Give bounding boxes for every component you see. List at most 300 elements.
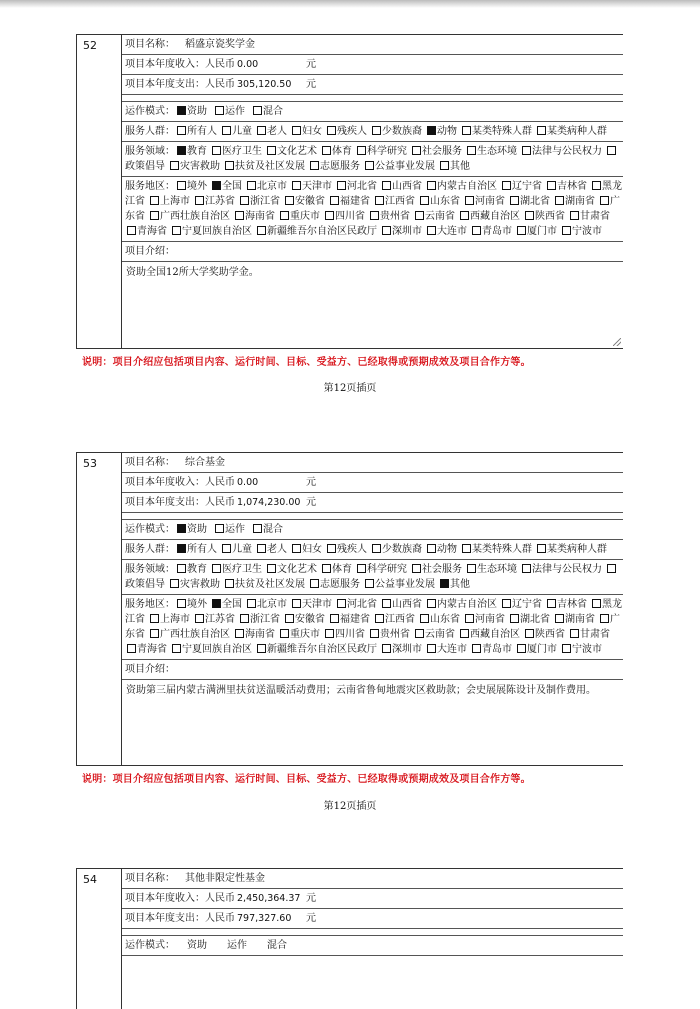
service-region-option[interactable] — [245, 181, 287, 192]
checkbox-icon[interactable] — [600, 196, 609, 205]
checkbox-icon[interactable] — [467, 564, 476, 573]
mode-option[interactable] — [175, 106, 207, 117]
checkbox-icon[interactable] — [465, 196, 474, 205]
checkbox-icon[interactable] — [600, 614, 609, 623]
service-region-option[interactable] — [283, 196, 325, 207]
checkbox-icon[interactable] — [177, 146, 186, 155]
service-field-option-label: 志愿服务 — [320, 161, 360, 172]
income-label: 项目本年度收入：人民币 — [125, 893, 235, 904]
service-region-option[interactable] — [323, 211, 365, 222]
project-name-label: 项目名称： — [125, 457, 175, 468]
checkbox-icon[interactable] — [212, 146, 221, 155]
service-region-option[interactable] — [148, 614, 190, 625]
service-field-option[interactable] — [520, 564, 602, 575]
checkbox-icon[interactable] — [537, 126, 546, 135]
service-field-option-label: 扶贫及社区发展 — [235, 579, 305, 590]
checkbox-icon[interactable] — [285, 614, 294, 623]
checkbox-icon[interactable] — [195, 614, 204, 623]
service-region-option[interactable] — [458, 211, 520, 222]
service-region-option[interactable] — [380, 644, 422, 655]
service-group-option[interactable] — [255, 544, 287, 555]
checkbox-icon[interactable] — [177, 599, 186, 608]
service-region-option-label: 海南省 — [245, 629, 275, 640]
mode-option[interactable] — [251, 106, 283, 117]
service-region-option[interactable] — [515, 644, 557, 655]
service-field-option[interactable] — [465, 564, 517, 575]
service-region-option[interactable] — [380, 226, 422, 237]
mode-option[interactable] — [213, 524, 245, 535]
checkbox-icon[interactable] — [412, 564, 421, 573]
checkbox-icon[interactable] — [170, 161, 179, 170]
service-region-option-label: 吉林省 — [557, 599, 587, 610]
service-region-option[interactable] — [373, 196, 415, 207]
service-region-option[interactable] — [523, 629, 565, 640]
checkbox-icon[interactable] — [522, 146, 531, 155]
checkbox-icon[interactable] — [365, 161, 374, 170]
service-group-option[interactable] — [290, 126, 322, 137]
service-field-option-label: 其他 — [450, 579, 470, 590]
checkbox-icon[interactable] — [322, 146, 331, 155]
service-region-option[interactable] — [545, 599, 587, 610]
checkbox-icon[interactable] — [325, 629, 334, 638]
service-region-option-label: 甘肃省 — [580, 211, 610, 222]
service-region-option[interactable] — [328, 196, 370, 207]
mode-option-label: 资助 — [187, 524, 207, 535]
checkbox-icon[interactable] — [427, 126, 436, 135]
service-group-option[interactable] — [460, 126, 532, 137]
service-region-option[interactable] — [125, 644, 167, 655]
checkbox-icon[interactable] — [325, 211, 334, 220]
income-value: 2,450,364.37 — [237, 893, 301, 904]
checkbox-icon[interactable] — [212, 564, 221, 573]
checkbox-icon[interactable] — [382, 599, 391, 608]
service-region-option[interactable] — [335, 181, 377, 192]
checkbox-icon[interactable] — [592, 599, 601, 608]
checkbox-icon[interactable] — [592, 181, 601, 190]
checkbox-icon[interactable] — [170, 579, 179, 588]
service-region-option[interactable] — [170, 226, 252, 237]
service-field-option[interactable] — [265, 146, 317, 157]
service-region-option-label: 境外 — [187, 181, 207, 192]
service-region-option[interactable] — [278, 629, 320, 640]
checkbox-icon[interactable] — [280, 629, 289, 638]
checkbox-icon[interactable] — [427, 181, 436, 190]
service-region-option[interactable] — [290, 181, 332, 192]
service-group-option[interactable] — [325, 126, 367, 137]
service-region-option[interactable] — [255, 226, 377, 237]
service-region-option[interactable] — [500, 181, 542, 192]
service-region-option[interactable] — [413, 211, 455, 222]
service-region-option[interactable] — [278, 211, 320, 222]
checkbox-icon[interactable] — [555, 614, 564, 623]
checkbox-icon[interactable] — [127, 226, 136, 235]
checkbox-icon[interactable] — [337, 181, 346, 190]
checkbox-icon[interactable] — [570, 211, 579, 220]
mode-option-label: 资助 — [187, 940, 207, 951]
checkbox-icon[interactable] — [357, 564, 366, 573]
checkbox-icon[interactable] — [235, 211, 244, 220]
service-region-option[interactable] — [500, 599, 542, 610]
service-region-option[interactable] — [368, 629, 410, 640]
checkbox-icon[interactable] — [427, 599, 436, 608]
service-region-option[interactable] — [553, 614, 595, 625]
service-region-option-label: 北京市 — [257, 599, 287, 610]
service-group-option[interactable] — [175, 126, 217, 137]
service-group-option[interactable] — [425, 544, 457, 555]
service-group-option[interactable] — [220, 126, 252, 137]
checkbox-icon[interactable] — [225, 579, 234, 588]
checkbox-icon[interactable] — [415, 629, 424, 638]
checkbox-icon[interactable] — [472, 644, 481, 653]
service-field-option[interactable] — [320, 564, 352, 575]
checkbox-icon[interactable] — [177, 544, 186, 553]
checkbox-icon[interactable] — [292, 599, 301, 608]
service-group-option[interactable] — [220, 544, 252, 555]
checkbox-icon[interactable] — [292, 181, 301, 190]
service-field-option[interactable] — [320, 146, 352, 157]
income-row — [122, 889, 623, 909]
checkbox-icon[interactable] — [257, 544, 266, 553]
service-region-option[interactable] — [335, 599, 377, 610]
service-region-option[interactable] — [193, 614, 235, 625]
expense-row — [122, 75, 623, 95]
service-group-option[interactable] — [535, 126, 607, 137]
checkbox-icon[interactable] — [327, 544, 336, 553]
service-field-option[interactable] — [355, 564, 407, 575]
checkbox-icon[interactable] — [382, 181, 391, 190]
checkbox-icon[interactable] — [310, 161, 319, 170]
checkbox-icon[interactable] — [522, 564, 531, 573]
service-field-option[interactable] — [363, 161, 435, 172]
project-name-value: 综合基金 — [185, 457, 225, 468]
intro-text[interactable]: 资助全国12所大学奖助学金。 — [126, 267, 259, 278]
checkbox-icon[interactable] — [285, 196, 294, 205]
checkbox-icon[interactable] — [462, 126, 471, 135]
checkbox-icon[interactable] — [357, 146, 366, 155]
checkbox-icon[interactable] — [177, 106, 186, 115]
service-region-option-label: 安徽省 — [295, 614, 325, 625]
service-region-option[interactable] — [328, 614, 370, 625]
service-region-option[interactable] — [170, 644, 252, 655]
checkbox-icon[interactable] — [177, 564, 186, 573]
checkbox-icon[interactable] — [322, 564, 331, 573]
checkbox-icon[interactable] — [465, 614, 474, 623]
checkbox-icon[interactable] — [257, 126, 266, 135]
service-field-option[interactable] — [175, 146, 207, 157]
service-region-option[interactable] — [458, 629, 520, 640]
service-group-option-label: 老人 — [267, 126, 287, 137]
service-group-option[interactable] — [370, 126, 422, 137]
checkbox-icon[interactable] — [517, 226, 526, 235]
service-region-option[interactable] — [283, 614, 325, 625]
checkbox-icon[interactable] — [460, 211, 469, 220]
checkbox-icon[interactable] — [280, 211, 289, 220]
service-region-option-label: 湖南省 — [565, 614, 595, 625]
checkbox-icon[interactable] — [257, 226, 266, 235]
checkbox-icon[interactable] — [562, 644, 571, 653]
service-group-option[interactable] — [460, 544, 532, 555]
service-field-option-label: 其他 — [450, 161, 470, 172]
service-region-option[interactable] — [413, 629, 455, 640]
service-region-option[interactable] — [425, 599, 497, 610]
service-region-option[interactable] — [255, 644, 377, 655]
checkbox-icon[interactable] — [427, 644, 436, 653]
checkbox-icon[interactable] — [195, 196, 204, 205]
checkbox-icon[interactable] — [327, 126, 336, 135]
checkbox-icon[interactable] — [212, 181, 221, 190]
checkbox-icon[interactable] — [412, 146, 421, 155]
checkbox-icon[interactable] — [212, 599, 221, 608]
checkbox-icon[interactable] — [607, 564, 616, 573]
service-region-option[interactable] — [425, 226, 467, 237]
service-region-option[interactable] — [380, 181, 422, 192]
checkbox-icon[interactable] — [330, 196, 339, 205]
checkbox-icon[interactable] — [440, 161, 449, 170]
checkbox-icon[interactable] — [510, 196, 519, 205]
checkbox-icon[interactable] — [150, 196, 159, 205]
service-region-option[interactable] — [560, 644, 602, 655]
checkbox-icon[interactable] — [150, 211, 159, 220]
service-group-option-label: 某类病种人群 — [547, 126, 607, 137]
service-field-option[interactable] — [465, 146, 517, 157]
service-region-option[interactable] — [148, 629, 230, 640]
service-field-option[interactable] — [308, 579, 360, 590]
service-group-option[interactable] — [535, 544, 607, 555]
checkbox-icon[interactable] — [502, 181, 511, 190]
service-region-option[interactable] — [553, 196, 595, 207]
checkbox-icon[interactable] — [177, 126, 186, 135]
checkbox-icon[interactable] — [172, 644, 181, 653]
service-region-option[interactable] — [418, 614, 460, 625]
checkbox-icon[interactable] — [235, 629, 244, 638]
checkbox-icon[interactable] — [370, 629, 379, 638]
service-field-option[interactable] — [223, 161, 305, 172]
expense-label: 项目本年度支出：人民币 — [125, 79, 235, 90]
service-region-option[interactable] — [568, 629, 610, 640]
checkbox-icon[interactable] — [517, 644, 526, 653]
checkbox-icon[interactable] — [415, 211, 424, 220]
record-number: 54 — [83, 873, 97, 886]
service-group-option-label: 少数族裔 — [382, 126, 422, 137]
service-region-option[interactable] — [508, 614, 550, 625]
checkbox-icon[interactable] — [215, 524, 224, 533]
checkbox-icon[interactable] — [472, 226, 481, 235]
checkbox-icon[interactable] — [337, 599, 346, 608]
checkbox-icon[interactable] — [570, 629, 579, 638]
checkbox-icon[interactable] — [292, 544, 301, 553]
service-region-option[interactable] — [210, 599, 242, 610]
service-region-option[interactable] — [148, 196, 190, 207]
service-field-option[interactable] — [168, 579, 220, 590]
checkbox-icon[interactable] — [420, 196, 429, 205]
service-region-option[interactable] — [245, 599, 287, 610]
service-field-option[interactable] — [363, 579, 435, 590]
service-group-option-label: 儿童 — [232, 126, 252, 137]
service-region-option[interactable] — [515, 226, 557, 237]
checkbox-icon[interactable] — [253, 524, 262, 533]
checkbox-icon[interactable] — [330, 614, 339, 623]
service-region-option[interactable] — [508, 196, 550, 207]
service-field-option[interactable] — [168, 161, 220, 172]
service-region-option[interactable] — [175, 181, 207, 192]
service-field-option[interactable] — [265, 564, 317, 575]
checkbox-icon[interactable] — [372, 544, 381, 553]
service-group-option[interactable] — [255, 126, 287, 137]
service-region-option[interactable] — [380, 599, 422, 610]
checkbox-icon[interactable] — [460, 629, 469, 638]
service-region-option-label: 境外 — [187, 599, 207, 610]
checkbox-icon[interactable] — [547, 599, 556, 608]
service-field-option[interactable] — [210, 146, 262, 157]
service-region-option[interactable] — [470, 226, 512, 237]
service-region-option[interactable] — [238, 196, 280, 207]
service-field-option[interactable] — [223, 579, 305, 590]
service-region-option[interactable] — [425, 644, 467, 655]
service-region-option[interactable] — [233, 629, 275, 640]
checkbox-icon[interactable] — [462, 544, 471, 553]
checkbox-icon[interactable] — [375, 196, 384, 205]
service-field-option[interactable] — [438, 161, 470, 172]
checkbox-icon[interactable] — [247, 599, 256, 608]
service-region-option-label: 新疆维吾尔自治区民政厅 — [267, 226, 377, 237]
service-region-option[interactable] — [290, 599, 332, 610]
service-field-option[interactable] — [520, 146, 602, 157]
checkbox-icon[interactable] — [292, 126, 301, 135]
service-field-option[interactable] — [308, 161, 360, 172]
checkbox-icon[interactable] — [225, 161, 234, 170]
service-region-option-label: 黑龙江省 — [125, 599, 622, 625]
service-region-option-label: 湖北省 — [520, 614, 550, 625]
service-region-option[interactable] — [373, 614, 415, 625]
checkbox-icon[interactable] — [267, 564, 276, 573]
checkbox-icon[interactable] — [177, 524, 186, 533]
service-region-option[interactable] — [233, 211, 275, 222]
service-field-option[interactable] — [210, 564, 262, 575]
intro-text[interactable]: 资助第三届内蒙古满洲里扶贫送温暖活动费用；云南省鲁甸地震灾区救助款；会史展展陈设计及制作费用。 — [126, 685, 596, 696]
service-region-option[interactable] — [568, 211, 610, 222]
mode-option[interactable] — [175, 524, 207, 535]
checkbox-icon[interactable] — [222, 544, 231, 553]
service-region-option-label: 重庆市 — [290, 629, 320, 640]
service-region-option[interactable] — [175, 599, 207, 610]
checkbox-icon[interactable] — [562, 226, 571, 235]
intro-label-row — [122, 660, 623, 680]
service-region-option[interactable] — [238, 614, 280, 625]
checkbox-icon[interactable] — [427, 544, 436, 553]
checkbox-icon[interactable] — [420, 614, 429, 623]
checkbox-icon[interactable] — [365, 579, 374, 588]
service-group-option[interactable] — [290, 544, 322, 555]
checkbox-icon[interactable] — [510, 614, 519, 623]
service-field-label: 服务领域： — [125, 146, 175, 157]
checkbox-icon[interactable] — [222, 126, 231, 135]
checkbox-icon[interactable] — [537, 544, 546, 553]
checkbox-icon[interactable] — [215, 106, 224, 115]
service-group-option-label: 动物 — [437, 544, 457, 555]
service-field-option[interactable] — [438, 579, 470, 590]
service-region-option[interactable] — [523, 211, 565, 222]
service-region-option[interactable] — [323, 629, 365, 640]
checkbox-icon[interactable] — [547, 181, 556, 190]
service-region-option[interactable] — [463, 614, 505, 625]
service-region-option-label: 上海市 — [160, 614, 190, 625]
service-group-option[interactable] — [425, 126, 457, 137]
checkbox-icon[interactable] — [177, 181, 186, 190]
service-region-option-label: 天津市 — [302, 181, 332, 192]
service-region-option[interactable] — [368, 211, 410, 222]
checkbox-icon[interactable] — [150, 614, 159, 623]
checkbox-icon[interactable] — [375, 614, 384, 623]
service-field-option[interactable] — [410, 564, 462, 575]
service-field-option-label: 扶贫及社区发展 — [235, 161, 305, 172]
service-region-option-label: 广西壮族自治区 — [160, 211, 230, 222]
checkbox-icon[interactable] — [310, 579, 319, 588]
service-region-option-label: 海南省 — [245, 211, 275, 222]
checkbox-icon[interactable] — [150, 629, 159, 638]
checkbox-icon[interactable] — [525, 629, 534, 638]
checkbox-icon[interactable] — [555, 196, 564, 205]
service-region-option[interactable] — [148, 211, 230, 222]
service-region-option-label: 湖北省 — [520, 196, 550, 207]
checkbox-icon[interactable] — [382, 644, 391, 653]
checkbox-icon[interactable] — [607, 146, 616, 155]
checkbox-icon[interactable] — [257, 644, 266, 653]
checkbox-icon[interactable] — [525, 211, 534, 220]
service-region-option[interactable] — [418, 196, 460, 207]
service-region-option-label: 山西省 — [392, 181, 422, 192]
income-unit: 元 — [306, 893, 316, 904]
checkbox-icon[interactable] — [382, 226, 391, 235]
checkbox-icon[interactable] — [372, 126, 381, 135]
service-region-option[interactable] — [193, 196, 235, 207]
service-group-option[interactable] — [325, 544, 367, 555]
checkbox-icon[interactable] — [247, 181, 256, 190]
service-region-option[interactable] — [545, 181, 587, 192]
service-group-option[interactable] — [175, 544, 217, 555]
service-region-option[interactable] — [463, 196, 505, 207]
service-region-option[interactable] — [425, 181, 497, 192]
service-region-option-label: 浙江省 — [250, 614, 280, 625]
service-region-option-label: 辽宁省 — [512, 599, 542, 610]
checkbox-icon[interactable] — [440, 579, 449, 588]
mode-option[interactable] — [213, 106, 245, 117]
expense-row — [122, 909, 623, 929]
service-region-option[interactable] — [125, 226, 167, 237]
mode-option[interactable] — [251, 524, 283, 535]
service-field-option[interactable] — [410, 146, 462, 157]
service-region-option[interactable] — [560, 226, 602, 237]
service-field-option-label: 生态环境 — [477, 146, 517, 157]
checkbox-icon[interactable] — [502, 599, 511, 608]
checkbox-icon[interactable] — [253, 106, 262, 115]
service-field-option[interactable] — [355, 146, 407, 157]
checkbox-icon[interactable] — [240, 614, 249, 623]
mode-row — [122, 520, 623, 540]
service-region-option[interactable] — [470, 644, 512, 655]
checkbox-icon[interactable] — [427, 226, 436, 235]
service-field-option[interactable] — [175, 564, 207, 575]
checkbox-icon[interactable] — [370, 211, 379, 220]
checkbox-icon[interactable] — [172, 226, 181, 235]
checkbox-icon[interactable] — [127, 644, 136, 653]
service-group-option[interactable] — [370, 544, 422, 555]
income-label: 项目本年度收入：人民币 — [125, 477, 235, 488]
resize-handle-icon[interactable] — [613, 338, 621, 346]
checkbox-icon[interactable] — [267, 146, 276, 155]
checkbox-icon[interactable] — [240, 196, 249, 205]
checkbox-icon[interactable] — [467, 146, 476, 155]
service-region-option[interactable] — [210, 181, 242, 192]
